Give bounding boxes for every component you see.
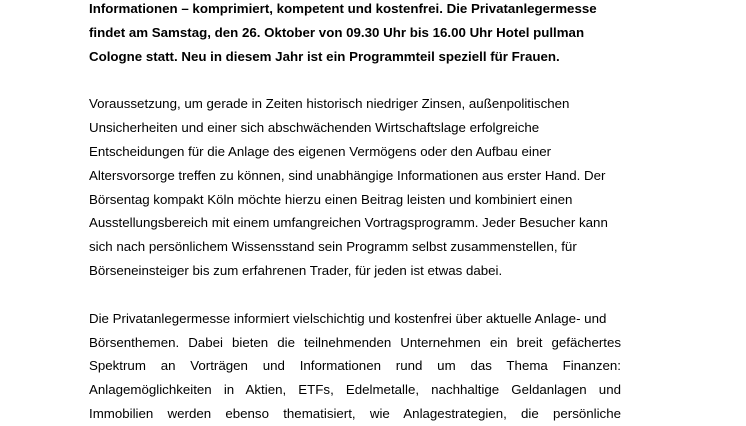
lead-line: Informationen – komprimiert, kompetent und kostenfrei. Die Privatanlegermesse	[89, 1, 597, 16]
paragraph-line: sich nach persönlichem Wissensstand sein Programm selbst zusammenstellen, für	[89, 239, 577, 255]
paragraph-line: Börseneinsteiger bis zum erfahrenen Trader, für jeden ist etwas dabei.	[89, 262, 503, 278]
paragraph-line: Immobilien werden ebenso thematisiert, wie Anlagestrategien, die persönliche	[89, 405, 621, 421]
lead-line: Cologne statt. Neu in diesem Jahr ist ein Programmteil speziell für Frauen.	[89, 48, 560, 64]
paragraph-line: Börsenthemen. Dabei bieten die teilnehmenden Unternehmen ein breit gefächertes	[89, 334, 621, 350]
paragraph-line: Börsentag kompakt Köln möchte hierzu einen Beitrag leisten und kombiniert einen	[89, 191, 573, 207]
paragraph-line: Unsicherheiten und einer sich abschwächenden Wirtschaftslage erfolgreiche	[89, 120, 540, 136]
paragraph-line: Spektrum an Vorträgen und Informationen rund um das Thema Finanzen:	[89, 358, 621, 374]
paragraph-line: Altersvorsorge treffen zu können, sind unabhängige Informationen aus erster Hand. Der	[89, 167, 606, 183]
body-paragraph-2	[89, 307, 621, 426]
paragraph-line: Entscheidungen für die Anlage des eigenen Vermögens oder den Aufbau einer	[89, 143, 552, 159]
document-page	[89, 0, 621, 426]
lead-paragraph	[89, 0, 621, 68]
paragraph-line: Anlagemöglichkeiten in Aktien, ETFs, Edelmetalle, nachhaltige Geldanlagen und	[89, 382, 621, 398]
paragraph-line: Die Privatanlegermesse informiert vielschichtig und kostenfrei über aktuelle Anlage- und	[89, 310, 607, 326]
lead-line: findet am Samstag, den 26. Oktober von 09.30 Uhr bis 16.00 Uhr Hotel pullman	[89, 24, 585, 40]
paragraph-spacer	[89, 283, 621, 307]
paragraph-spacer	[89, 68, 621, 92]
paragraph-line: Voraussetzung, um gerade in Zeiten historisch niedriger Zinsen, außenpolitischen	[89, 96, 570, 112]
body-paragraph-1	[89, 92, 621, 282]
paragraph-line: Ausstellungsbereich mit einem umfangreichen Vortragsprogramm. Jeder Besucher kann	[89, 215, 608, 231]
